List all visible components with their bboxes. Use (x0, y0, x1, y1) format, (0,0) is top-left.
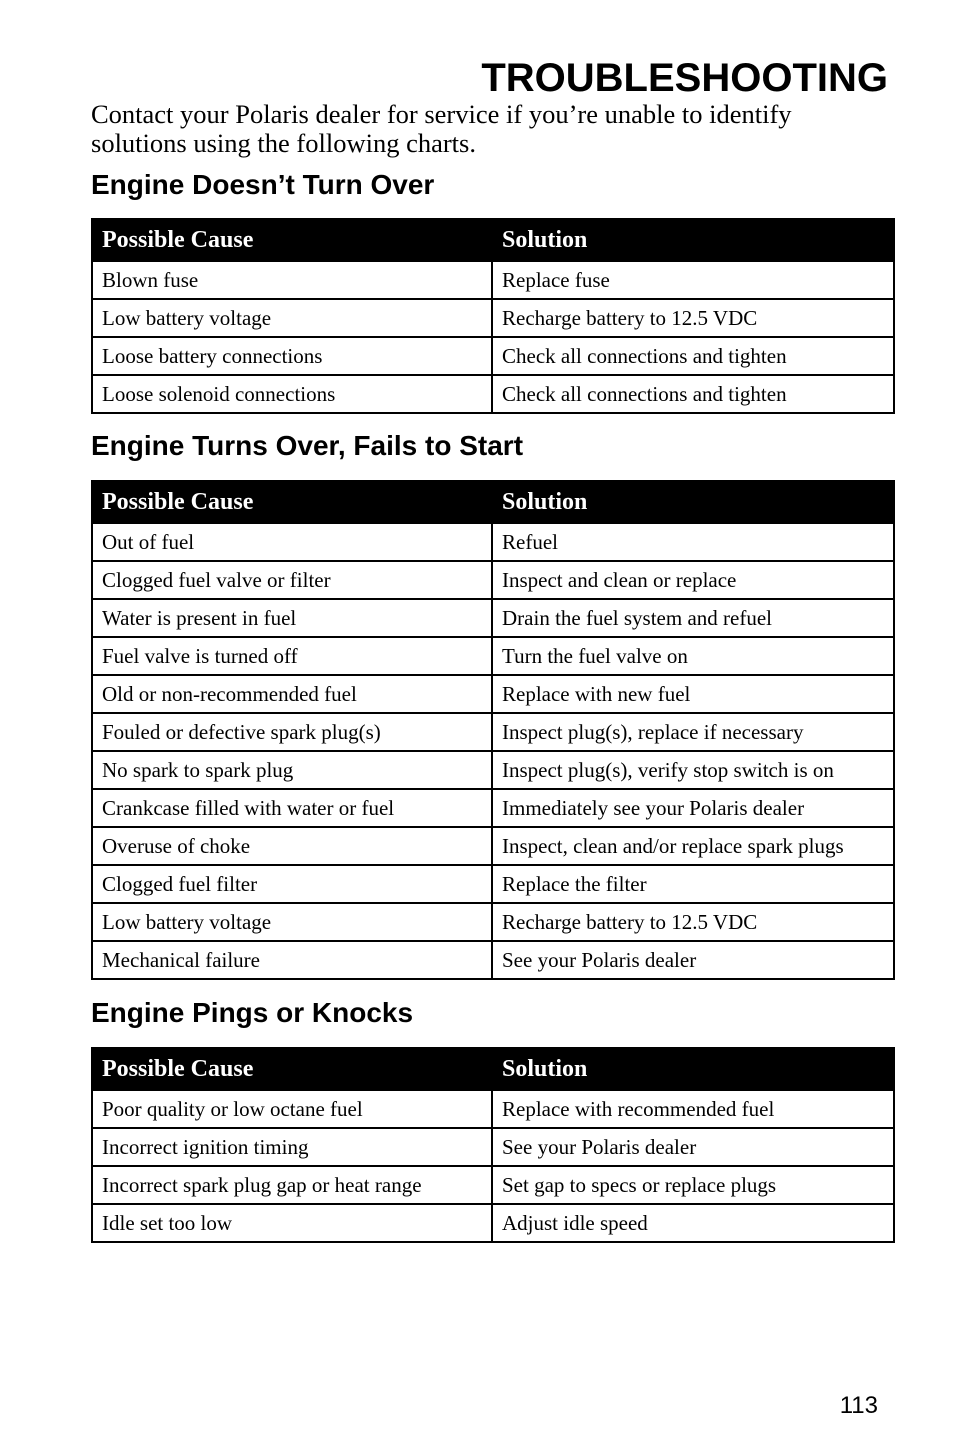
cause-cell: Clogged fuel valve or filter (92, 561, 492, 599)
table-row (92, 337, 894, 375)
cause-cell: Low battery voltage (92, 299, 492, 337)
solution-cell: Replace the filter (492, 865, 894, 903)
solution-cell: Turn the fuel valve on (492, 637, 894, 675)
section-heading-pings-or-knocks: Engine Pings or Knocks (91, 997, 414, 1028)
table-header-row (92, 1048, 894, 1090)
table-row (92, 865, 894, 903)
page-number: 113 (839, 1392, 878, 1419)
solution-cell: Inspect plug(s), replace if necessary (492, 713, 894, 751)
cause-cell: Water is present in fuel (92, 599, 492, 637)
table-row (92, 523, 894, 561)
page-title: TROUBLESHOOTING (481, 56, 888, 100)
table-row (92, 637, 894, 675)
table-fails-to-start (91, 480, 895, 980)
table-header-row (92, 219, 894, 261)
column-header-cause: Possible Cause (92, 481, 492, 523)
cause-cell: Clogged fuel filter (92, 865, 492, 903)
cause-cell: Idle set too low (92, 1204, 492, 1242)
cause-cell: Loose solenoid connections (92, 375, 492, 413)
solution-cell: Check all connections and tighten (492, 337, 894, 375)
cause-cell: Fuel valve is turned off (92, 637, 492, 675)
solution-cell: Set gap to specs or replace plugs (492, 1166, 894, 1204)
cause-cell: No spark to spark plug (92, 751, 492, 789)
column-header-solution: Solution (492, 481, 894, 523)
table-pings-or-knocks (91, 1047, 895, 1243)
column-header-cause: Possible Cause (92, 219, 492, 261)
cause-cell: Out of fuel (92, 523, 492, 561)
table-row (92, 1128, 894, 1166)
cause-cell: Poor quality or low octane fuel (92, 1090, 492, 1128)
solution-cell: Inspect plug(s), verify stop switch is on (492, 751, 894, 789)
table-row (92, 1090, 894, 1128)
cause-cell: Blown fuse (92, 261, 492, 299)
table-row (92, 713, 894, 751)
cause-cell: Crankcase filled with water or fuel (92, 789, 492, 827)
table-row (92, 299, 894, 337)
table-row (92, 375, 894, 413)
table-row (92, 675, 894, 713)
table-row (92, 941, 894, 979)
cause-cell: Incorrect ignition timing (92, 1128, 492, 1166)
solution-cell: Recharge battery to 12.5 VDC (492, 903, 894, 941)
solution-cell: Adjust idle speed (492, 1204, 894, 1242)
solution-cell: Inspect and clean or replace (492, 561, 894, 599)
column-header-solution: Solution (492, 1048, 894, 1090)
table-header-row (92, 481, 894, 523)
column-header-cause: Possible Cause (92, 1048, 492, 1090)
cause-cell: Fouled or defective spark plug(s) (92, 713, 492, 751)
column-header-solution: Solution (492, 219, 894, 261)
solution-cell: Replace with new fuel (492, 675, 894, 713)
table-row (92, 751, 894, 789)
intro-text: Contact your Polaris dealer for service if you’re unable to identify solutions using the following charts. (91, 99, 792, 158)
solution-cell: Replace fuse (492, 261, 894, 299)
cause-cell: Mechanical failure (92, 941, 492, 979)
solution-cell: Recharge battery to 12.5 VDC (492, 299, 894, 337)
solution-cell: Replace with recommended fuel (492, 1090, 894, 1128)
table-row (92, 261, 894, 299)
cause-cell: Overuse of choke (92, 827, 492, 865)
table-doesnt-turn-over (91, 218, 895, 414)
section-heading-fails-to-start: Engine Turns Over, Fails to Start (91, 430, 524, 461)
cause-cell: Low battery voltage (92, 903, 492, 941)
table-row (92, 903, 894, 941)
solution-cell: Immediately see your Polaris dealer (492, 789, 894, 827)
table-row (92, 1204, 894, 1242)
cause-cell: Incorrect spark plug gap or heat range (92, 1166, 492, 1204)
solution-cell: Check all connections and tighten (492, 375, 894, 413)
solution-cell: Inspect, clean and/or replace spark plugs (492, 827, 894, 865)
solution-cell: See your Polaris dealer (492, 1128, 894, 1166)
cause-cell: Old or non-recommended fuel (92, 675, 492, 713)
cause-cell: Loose battery connections (92, 337, 492, 375)
table-row (92, 561, 894, 599)
solution-cell: See your Polaris dealer (492, 941, 894, 979)
table-row (92, 827, 894, 865)
table-row (92, 1166, 894, 1204)
section-heading-doesnt-turn-over: Engine Doesn’t Turn Over (91, 169, 435, 200)
solution-cell: Drain the fuel system and refuel (492, 599, 894, 637)
solution-cell: Refuel (492, 523, 894, 561)
table-row (92, 789, 894, 827)
table-row (92, 599, 894, 637)
